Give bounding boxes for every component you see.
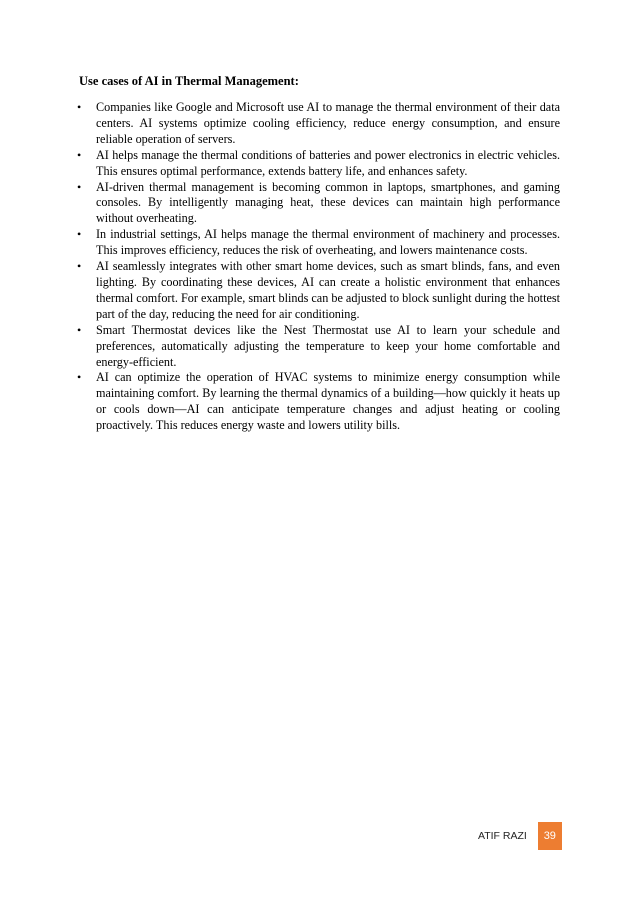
bullet-icon: • bbox=[77, 227, 82, 242]
page-heading: Use cases of AI in Thermal Management: bbox=[79, 74, 299, 88]
list-item-text: AI helps manage the thermal conditions of batteries and power electronics in electric vehicles. This ensures optimal performance, extends battery life, and enhances safety. bbox=[96, 147, 560, 178]
list-item-text: Companies like Google and Microsoft use AI to manage the thermal environment of their data centers. AI systems optimize cooling efficiency, reduce energy consumption, and ensure reliable operation of servers. bbox=[96, 100, 560, 146]
list-item-text: In industrial settings, AI helps manage the thermal environment of machinery and processes. This improves efficiency, reduces the risk of overheating, and lowers maintenance costs. bbox=[96, 227, 560, 258]
list-item bbox=[77, 227, 560, 259]
list-item bbox=[77, 323, 560, 371]
list-item bbox=[77, 148, 560, 180]
bullet-icon: • bbox=[77, 259, 82, 274]
list-item bbox=[77, 100, 560, 148]
page-number-badge: 39 bbox=[538, 822, 562, 850]
page-footer bbox=[478, 822, 562, 850]
list-item-text: AI can optimize the operation of HVAC systems to minimize energy consumption while maintaining comfort. By learning the thermal dynamics of a building—how quickly it heats up or cools down—AI can anticipate temperature changes and adjust heating or cooling proactively. This reduces energy waste and lowers utility bills. bbox=[96, 370, 560, 433]
footer-author: ATIF RAZI bbox=[478, 822, 538, 850]
list-item-text: Smart Thermostat devices like the Nest Thermostat use AI to learn your schedule and preferences, automatically adjusting the temperature to keep your home comfortable and energy-efficient. bbox=[96, 322, 560, 369]
list-item-text: AI seamlessly integrates with other smart home devices, such as smart blinds, fans, and even lighting. By coordinating these devices, AI can create a holistic environment that enhances thermal comfort. For example, smart blinds can be adjusted to block sunlight during the hottest part of the day, reducing the need for air conditioning. bbox=[96, 259, 560, 321]
list-item bbox=[77, 259, 560, 323]
use-cases-list bbox=[77, 100, 560, 434]
bullet-icon: • bbox=[77, 100, 82, 114]
bullet-icon: • bbox=[77, 370, 82, 385]
list-item bbox=[77, 370, 560, 434]
list-item-text: AI-driven thermal management is becoming common in laptops, smartphones, and gaming consoles. By intelligently managing heat, these devices can maintain high performance without overheating. bbox=[96, 179, 560, 226]
bullet-icon: • bbox=[77, 322, 82, 337]
bullet-icon: • bbox=[77, 179, 82, 194]
list-item bbox=[77, 180, 560, 228]
bullet-icon: • bbox=[77, 147, 82, 162]
